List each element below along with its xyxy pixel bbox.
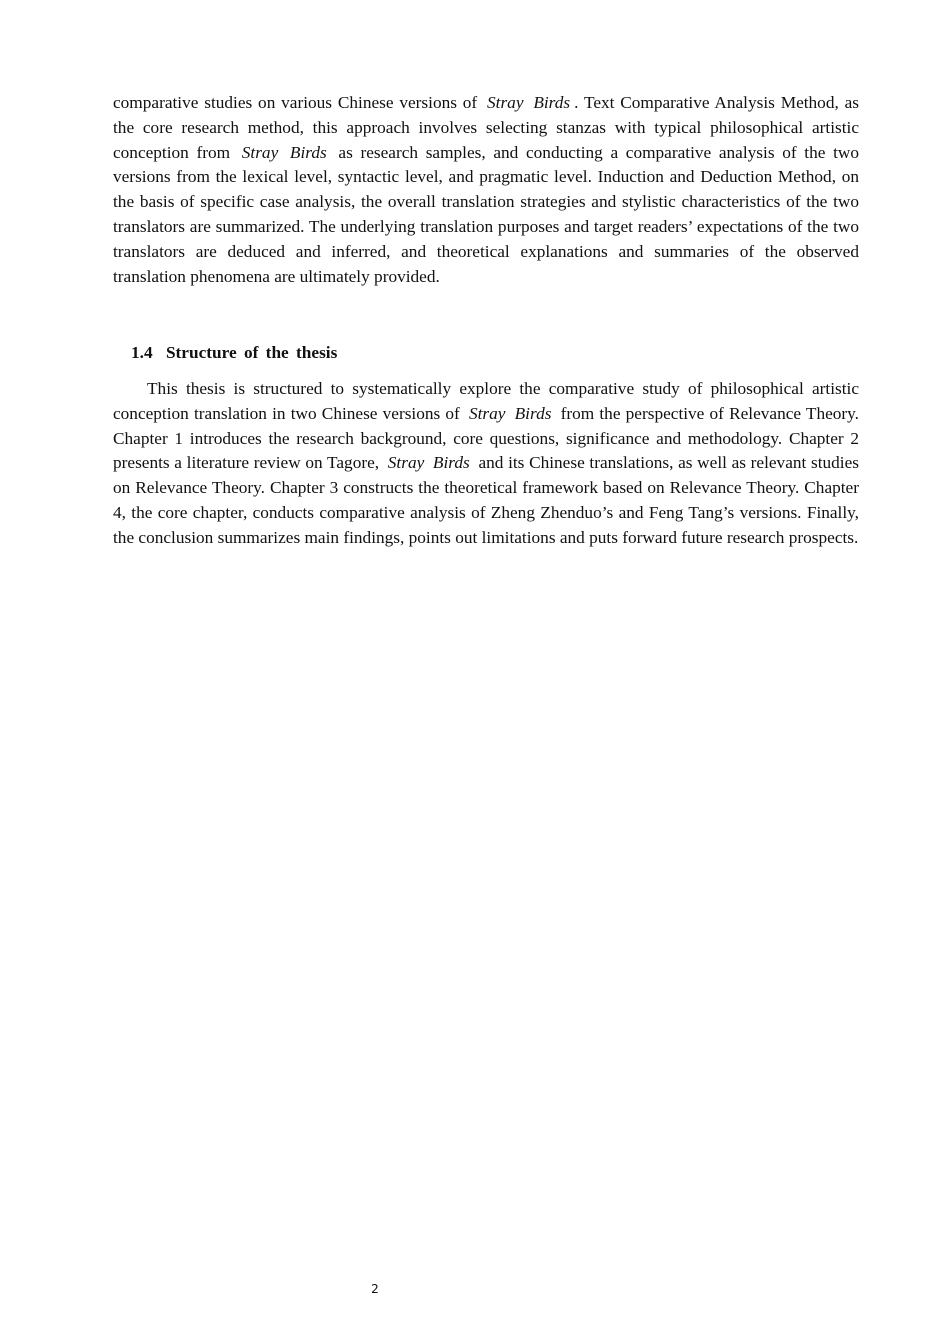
text-run: This thesis is structured to systematically explore the comparative study of philosophical artistic conception translation in two Chinese versions of: [113, 379, 859, 423]
book-title: Stray Birds: [241, 142, 327, 162]
methodology-paragraph: [113, 91, 859, 289]
section-title: Structure of the thesis: [165, 343, 338, 362]
book-title: Stray Birds: [468, 403, 552, 423]
book-title: Stray Birds: [387, 453, 470, 473]
text-run: from the perspective of Relevance Theory. Chapter 1 introduces the research background, core questions, significance and methodology. Chapter 2 presents a literature review on Tagore,: [113, 403, 860, 473]
text-run: . Text Comparative Analysis Method, as the core research method, this approach involves selecting stanzas with typical philosophical artistic conception from: [113, 93, 859, 162]
text-run: as research samples, and conducting a comparative analysis of the two versions from the lexical level, syntactic level, and pragmatic level. Induction and Deduction Method, on the basis of specific case analysis, the overall translation strategies and stylistic characteristics of the two translators are summarized. The underlying translation purposes and target readers’ expectations of the two translators are deduced and inferred, and theoretical explanations and summaries of the observed translation phenomena are ultimately provided.: [113, 142, 859, 286]
book-title: Stray Birds: [487, 93, 571, 112]
section-number: 1.4: [131, 343, 153, 362]
page-number: 2: [371, 1282, 379, 1296]
text-run: comparative studies on various Chinese versions of: [113, 93, 478, 112]
structure-paragraph: [113, 377, 859, 551]
text-run: and its Chinese translations, as well as relevant studies on Relevance Theory. Chapter 3 constructs the theoretical framework based on Relevance Theory. Chapter 4, the core chapter, conducts comparative analysis of Zheng Zhenduo’s and Feng Tang’s versions. Finally, the conclusion summarizes main findings, points out limitations and puts forward future research prospects.: [113, 453, 859, 547]
section-heading: [131, 341, 337, 365]
